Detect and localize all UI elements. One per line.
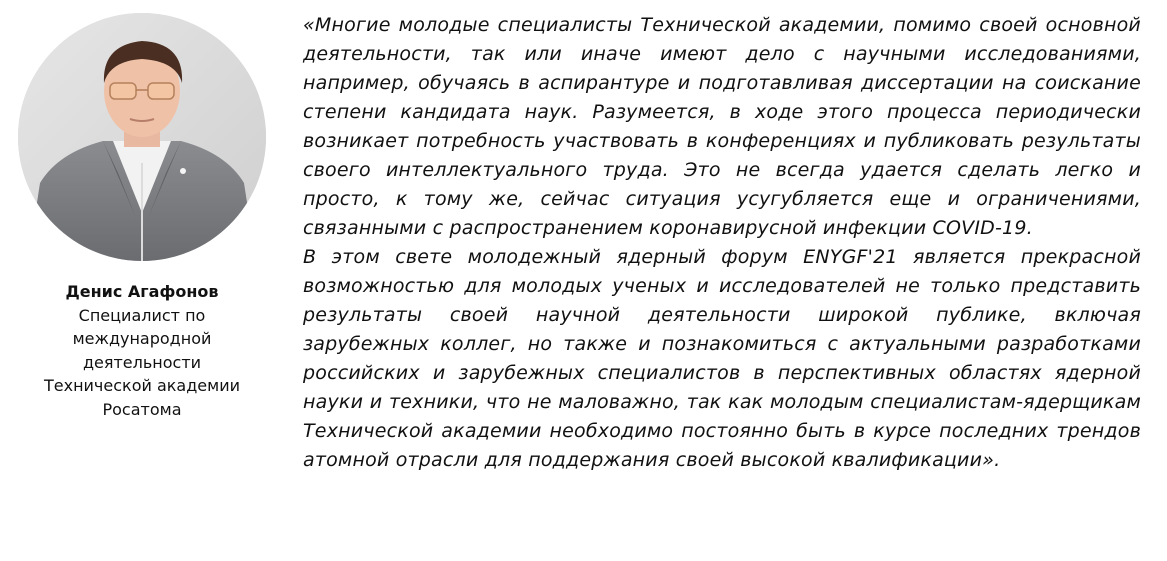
quote-block (303, 11, 1141, 475)
quote-paragraph-1: «Многие молодые специалисты Технической академии, помимо своей основной деятельности, так или иначе имеют дело с научными исследованиями, например, обучаясь в аспирантуре и подготавливая диссертации на соискание степени кандидата наук. Разумеется, в ходе этого процесса периодически возникает потребность участвовать в конференциях и публиковать результаты своего интеллектуального труда. Это не всегда удается сделать легко и просто, к тому же, сейчас ситуация усугубляется еще и ограничениями, связанными с распространением коронавирусной инфекции COVID-19. (303, 14, 1141, 239)
portrait-illustration (18, 13, 266, 261)
speaker-caption (0, 280, 284, 421)
speaker-name: Денис Агафонов (65, 282, 219, 301)
speaker-photo (18, 13, 266, 261)
quote-paragraph-2: В этом свете молодежный ядерный форум ENYGF'21 является прекрасной возможностью для молодых ученых и исследователей не только представить результаты своей научной деятельности широкой публике, включая зарубежных коллег, но также и познакомиться с актуальными разработками российских и зарубежных специалистов в перспективных областях ядерной науки и техники, что не маловажно, так как молодым специалистам-ядерщикам Технической академии необходимо постоянно быть в курсе последних трендов атомной отрасли для поддержания своей высокой квалификации». (303, 246, 1141, 471)
speaker-card (0, 0, 284, 561)
speaker-role: Специалист по международной деятельности Технической академии Росатома (43, 305, 241, 419)
